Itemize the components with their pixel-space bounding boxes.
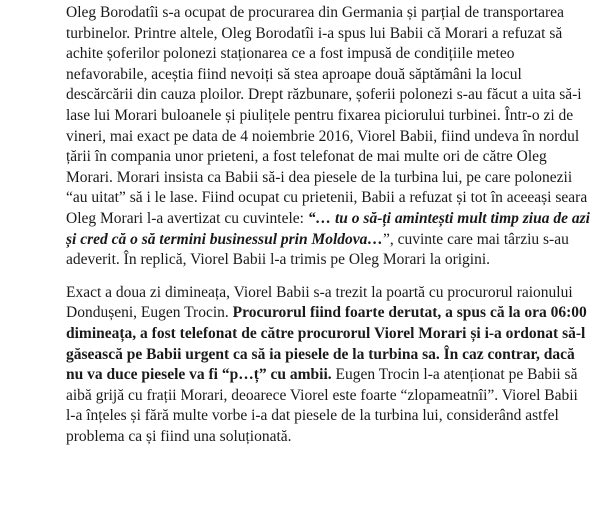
bold-statement: Procurorul fiind foarte derutat, a spus că la ora 06:00 dimineața, a fost telefonat de către procurorul Viorel Morari și i-a ordonat să-l găsească pe Babii urgent ca să ia piesele de la turbina sa. În caz contrar, dacă nu va duce piesele va fi “p…ț” cu ambii. — [66, 304, 587, 384]
paragraph-1 — [66, 3, 590, 271]
paragraph-2-text-start: Exact a doua zi dimineața, Viorel Babii s-a trezit la poartă cu procurorul raionului Dondușeni, Eugen Trocin. — [66, 283, 573, 322]
quote-text: “… tu o să-ți amintești mult timp ziua de azi și cred că o să termini businessul prin Moldova… — [66, 209, 590, 248]
paragraph-1-text-start: Oleg Borodatîi s-a ocupat de procurarea din Germania și parțial de transportarea turbinelor. Printre altele, Oleg Borodatîi i-a spus lui Babii că Morari a refuzat să achite șoferilor polonezi staționarea ce a fost impusă de condițiile meteo nefavorabile, aceștia fiind nevoiți să stea aproape două săptămâni la locul descărcării din cauza ploilor. Drept răzbunare, șoferii polonezi s-au făcut a uita să-i lase lui Morari buloanele și piulițele pentru fixarea piciorului turbinei. Într-o zi de vineri, mai exact pe data de 4 noiembrie 2016, Viorel Babii, fiind undeva în nordul țării în compania unor prieteni, a fost telefonat de mai multe ori de către Oleg Morari. Morari insista ca Babii să-i dea piesele de la turbina lui, pe care polonezii “au uitat” să i le lase. Fiind ocupat cu prietenii, Babii a refuzat și tot în aceeași seara Oleg Morari l-a avertizat cu cuvintele: — [66, 4, 588, 227]
paragraph-2-text-end: Eugen Trocin l-a atenționat pe Babii să aibă grijă cu frații Morari, deoarece Viorel este foarte “zlopameatnîi”. Viorel Babii l-a înțeles și fără multe vorbe i-a dat piesele de la turbina lui, considerând astfel problema ca și fiind una soluționată. — [66, 366, 578, 445]
paragraph-1-text-end: ”, cuvinte care mai târziu s-au adeverit. În replică, Viorel Babii l-a trimis pe Oleg Morari la origini. — [66, 230, 569, 269]
paragraph-2 — [66, 283, 590, 448]
